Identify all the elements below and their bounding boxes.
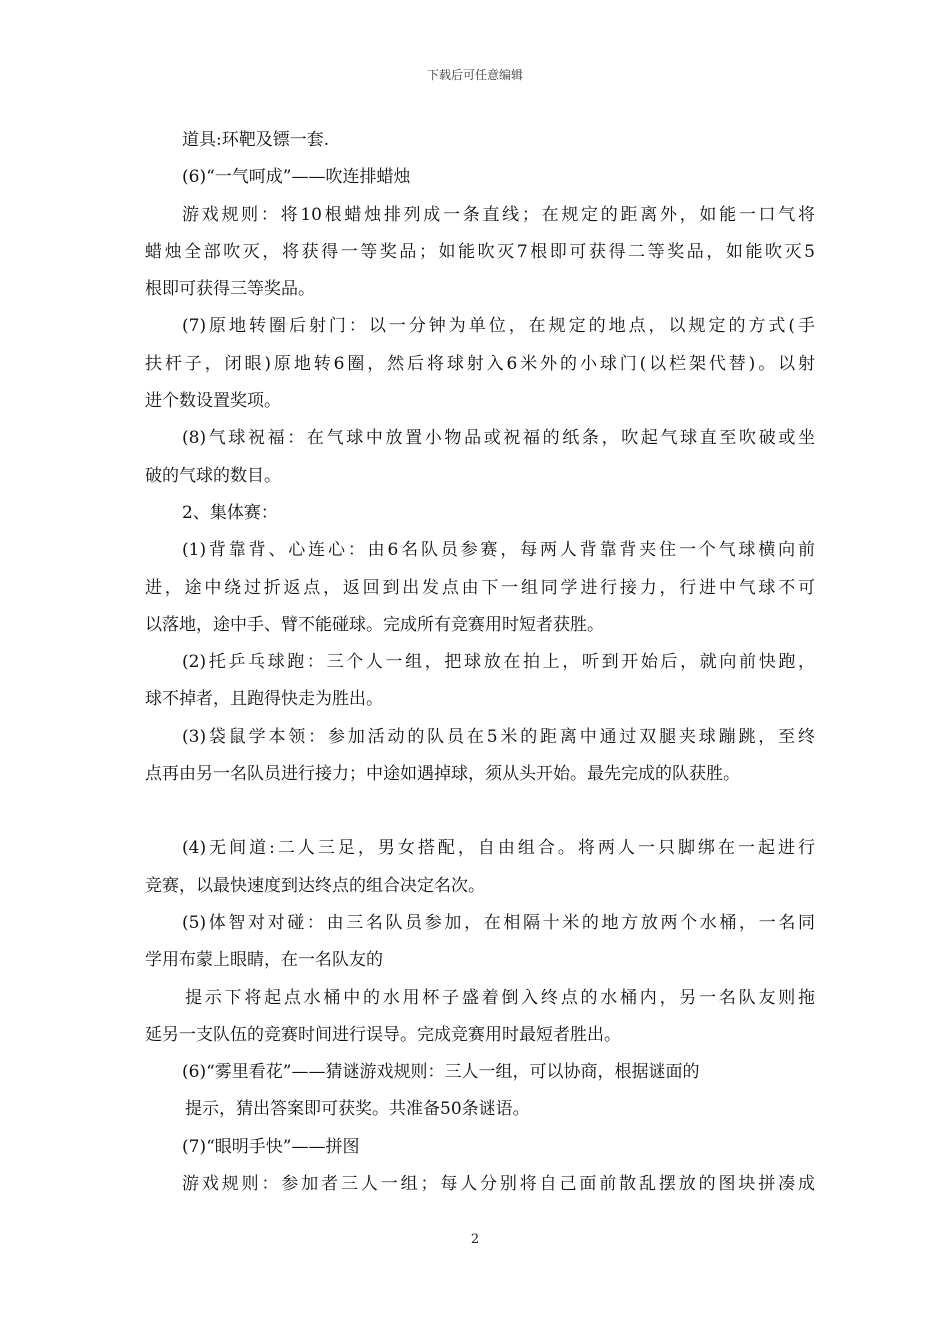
page-header: 下载后可任意编辑 xyxy=(426,68,523,82)
text-line: (4)无间道:二人三足，男女搭配，自由组合。将两人一只脚绑在一起进行 xyxy=(182,838,815,859)
text-line: 竞赛，以最快速度到达终点的组合决定名次。 xyxy=(145,875,485,896)
text-line: 2、集体赛： xyxy=(182,502,278,523)
text-line: (6)“雾里看花”——猜谜游戏规则：三人一组，可以协商，根据谜面的 xyxy=(182,1062,700,1083)
text-line: (1)背靠背、心连心：由6名队员参赛，每两人背靠背夹住一个气球横向前 xyxy=(182,540,815,561)
document-body xyxy=(145,122,815,1203)
page-number: 2 xyxy=(470,1232,480,1247)
text-line: 道具:环靶及镖一套. xyxy=(182,130,330,150)
text-line: 进，途中绕过折返点，返回到出发点由下一组同学进行接力，行进中气球不可 xyxy=(145,577,815,598)
text-line: 提示下将起点水桶中的水用杯子盛着倒入终点的水桶内，另一名队友则拖 xyxy=(185,987,815,1008)
text-line: 提示，猜出答案即可获奖。共准备50条谜语。 xyxy=(185,1099,530,1120)
text-line: 点再由另一名队员进行接力；中途如遇掉球，须从头开始。最先完成的队获胜。 xyxy=(145,764,740,785)
text-line: (7)“眼明手快”——拼图 xyxy=(182,1136,360,1157)
text-line: 学用布蒙上眼睛，在一名队友的 xyxy=(145,950,383,971)
blank-line xyxy=(145,793,815,830)
text-line: 游戏规则：将10根蜡烛排列成一条直线；在规定的距离外，如能一口气将 xyxy=(182,204,815,225)
text-line: (7)原地转圈后射门：以一分钟为单位，在规定的地点，以规定的方式(手 xyxy=(182,316,815,337)
text-line: (2)托乒乓球跑：三个人一组，把球放在拍上，听到开始后，就向前快跑， xyxy=(182,652,815,673)
text-line: 球不掉者，且跑得快走为胜出。 xyxy=(145,689,383,710)
text-line: 游戏规则：参加者三人一组；每人分别将自己面前散乱摆放的图块拼凑成 xyxy=(182,1174,815,1195)
text-line: (3)袋鼠学本领：参加活动的队员在5米的距离中通过双腿夹球蹦跳，至终 xyxy=(182,726,815,747)
text-line: 破的气球的数目。 xyxy=(145,465,281,486)
text-line: (6)“一气呵成”——吹连排蜡烛 xyxy=(182,167,411,188)
text-line: (8)气球祝福：在气球中放置小物品或祝福的纸条，吹起气球直至吹破或坐 xyxy=(182,428,815,449)
text-line: 进个数设置奖项。 xyxy=(145,391,281,412)
text-line: (5)体智对对碰：由三名队员参加，在相隔十米的地方放两个水桶，一名同 xyxy=(182,912,815,933)
text-line: 延另一支队伍的竞赛时间进行误导。完成竞赛用时最短者胜出。 xyxy=(145,1024,621,1045)
text-line: 扶杆子，闭眼)原地转6圈，然后将球射入6米外的小球门(以栏架代替)。以射 xyxy=(145,353,815,374)
text-line: 以落地，途中手、臂不能碰球。完成所有竞赛用时短者获胜。 xyxy=(145,614,604,635)
text-line: 蜡烛全部吹灭，将获得一等奖品；如能吹灭7根即可获得二等奖品，如能吹灭5 xyxy=(145,241,815,262)
text-line: 根即可获得三等奖品。 xyxy=(145,279,315,300)
